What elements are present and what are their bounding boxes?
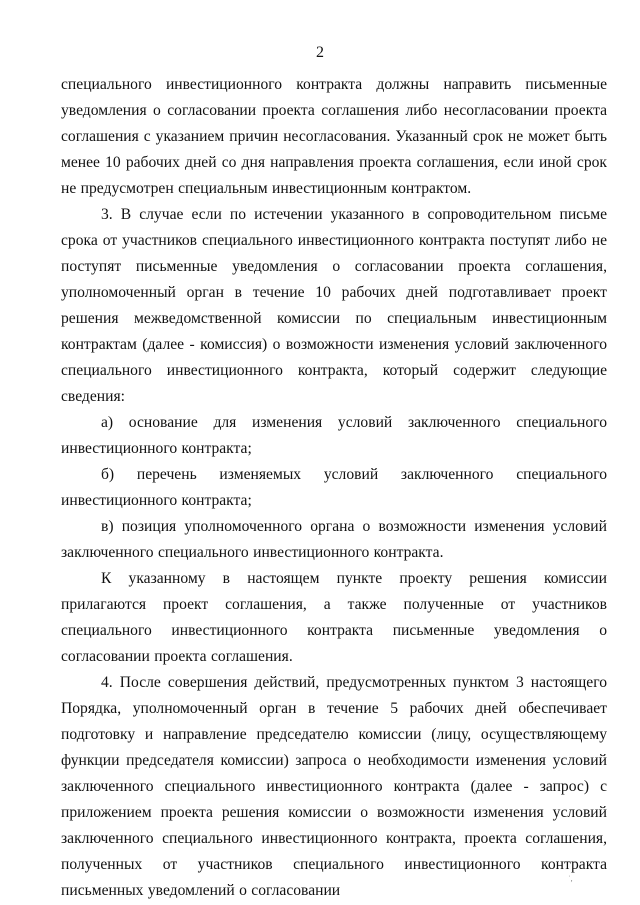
paragraph-attachments: К указанному в настоящем пункте проекту решения комиссии прилагаются проект соглашения, а также полученные от участников специального инвестиционного контракта письменные уведомления о согласовании проекта соглашения. (61, 570, 607, 665)
paragraph-subitem-a: а) основание для изменения условий заключенного специального инвестиционного контракта; (61, 414, 607, 457)
paragraph-continuation: специального инвестиционного контракта должны направить письменные уведомления о согласовании проекта соглашения либо несогласовании проекта соглашения с указанием причин несогласования. Указанный срок не может быть менее 10 рабочих дней со дня направления проекта соглашения, если иной срок не предусмотрен специальным инвестиционным контрактом. (61, 76, 607, 197)
paragraph-item-4: 4. После совершения действий, предусмотренных пунктом 3 настоящего Порядка, уполномоченный орган в течение 5 рабочих дней обеспечивает подготовку и направление председателю комиссии (лицу, осуществляющему функции председателя комиссии) запроса о необходимости изменения условий заключенного специального инвестиционного контракта (далее - запрос) с приложением проекта решения комиссии о возможности изменения условий заключенного специального инвестиционного контракта, проекта соглашения, полученных от участников специального инвестиционного контракта письменных уведомлений о согласовании (61, 674, 607, 899)
paragraph-subitem-b: б) перечень изменяемых условий заключенного специального инвестиционного контракта; (61, 466, 607, 509)
scan-speck-mark: ˙, (568, 874, 573, 883)
paragraph-subitem-v: в) позиция уполномоченного органа о возможности изменения условий заключенного специального инвестиционного контракта. (61, 518, 607, 561)
page-number: 2 (316, 44, 324, 61)
paragraph-item-3: 3. В случае если по истечении указанного в сопроводительном письме срока от участников специального инвестиционного контракта поступят либо не поступят письменные уведомления о согласовании проекта соглашения, уполномоченный орган в течение 10 рабочих дней подготавливает проект решения межведомственной комиссии по специальным инвестиционным контрактам (далее - комиссия) о возможности изменения условий заключенного специального инвестиционного контракта, который содержит следующие сведения: (61, 206, 607, 405)
document-body (61, 72, 607, 904)
